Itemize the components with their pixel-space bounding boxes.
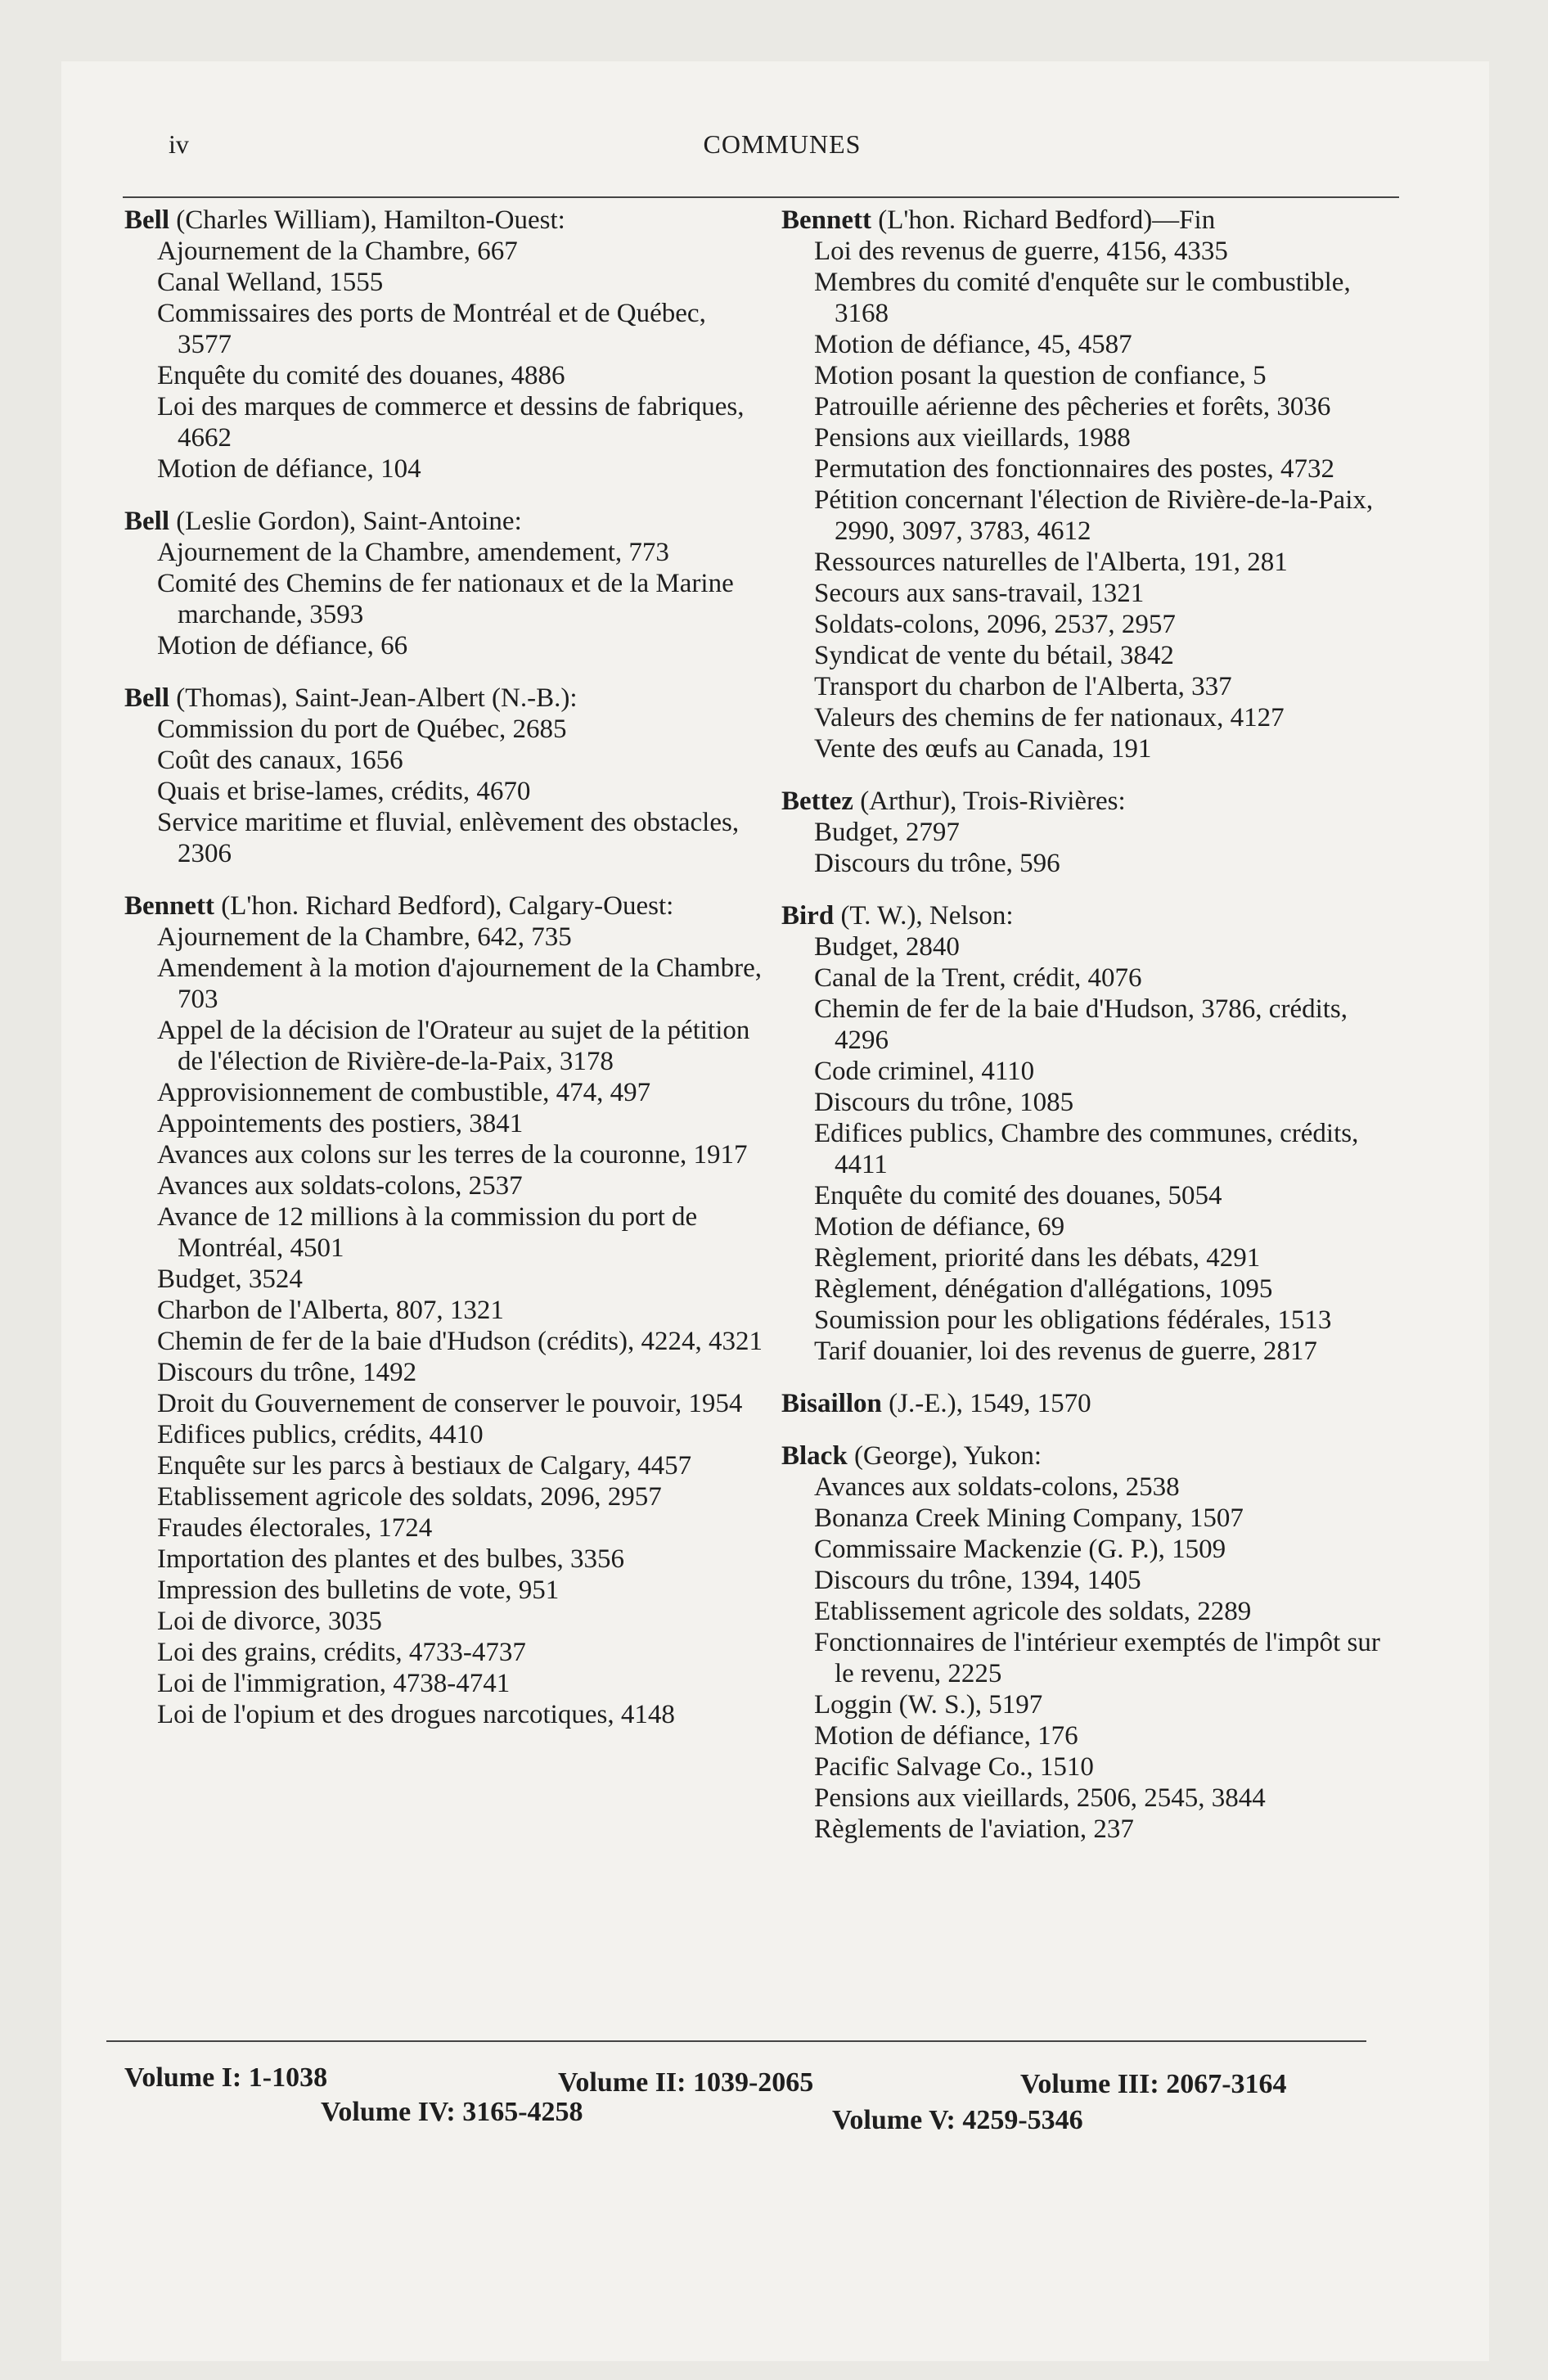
entry-heading — [781, 786, 1403, 817]
left-column — [124, 205, 763, 1751]
subject-item: Soldats-colons, 2096, 2537, 2957 — [814, 610, 1176, 639]
subject-item: Pacific Salvage Co., 1510 — [814, 1752, 1094, 1782]
subject-item: Pensions aux vieillards, 2506, 2545, 3844 — [814, 1783, 1266, 1813]
index-entry — [781, 205, 1403, 764]
subject-item: Tarif douanier, loi des revenus de guerre, 2817 — [814, 1336, 1317, 1366]
subject-item: Budget, 2797 — [814, 818, 960, 847]
subject-item: Fonctionnaires de l'intérieur exemptés de l'impôt sur le revenu, 2225 — [814, 1628, 1380, 1688]
index-entry — [124, 205, 763, 485]
subject-item: Budget, 2840 — [814, 932, 960, 962]
entry-heading — [124, 205, 763, 236]
member-detail: (L'hon. Richard Bedford), Calgary-Ouest: — [214, 891, 674, 921]
subject-item: Fraudes électorales, 1724 — [157, 1513, 433, 1543]
subject-item: Discours du trône, 1085 — [814, 1088, 1074, 1117]
volume-1-range: Volume I: 1-1038 — [124, 2062, 328, 2093]
subject-item: Loggin (W. S.), 5197 — [814, 1690, 1043, 1720]
subject-item: Loi de divorce, 3035 — [157, 1607, 382, 1636]
entry-heading — [124, 506, 763, 537]
subject-item: Patrouille aérienne des pêcheries et forêts, 3036 — [814, 392, 1331, 421]
subject-item: Soumission pour les obligations fédérales, 1513 — [814, 1305, 1332, 1335]
subject-item: Vente des œufs au Canada, 191 — [814, 734, 1152, 764]
running-title: COMMUNES — [703, 129, 862, 159]
subject-item: Ressources naturelles de l'Alberta, 191, 281 — [814, 548, 1288, 577]
subject-item: Loi de l'immigration, 4738-4741 — [157, 1669, 511, 1698]
subject-item: Enquête du comité des douanes, 5054 — [814, 1181, 1222, 1210]
subject-item: Motion posant la question de confiance, 5 — [814, 361, 1267, 390]
subject-item: Chemin de fer de la baie d'Hudson, 3786, crédits, 4296 — [814, 994, 1348, 1055]
subject-item: Règlement, dénégation d'allégations, 1095 — [814, 1274, 1273, 1304]
header-rule — [123, 196, 1399, 198]
entry-heading — [781, 1440, 1403, 1472]
entry-heading — [124, 683, 763, 714]
subject-item: Commissaires des ports de Montréal et de Québec, 3577 — [157, 299, 706, 359]
subject-item: Etablissement agricole des soldats, 2096, 2957 — [157, 1482, 662, 1512]
member-name: Bisaillon — [781, 1389, 882, 1418]
subject-item: Coût des canaux, 1656 — [157, 746, 403, 775]
member-detail: (Leslie Gordon), Saint-Antoine: — [169, 507, 522, 536]
member-detail: (Charles William), Hamilton-Ouest: — [169, 205, 565, 235]
member-detail: (Arthur), Trois-Rivières: — [853, 787, 1126, 816]
member-detail: (Thomas), Saint-Jean-Albert (N.-B.): — [169, 683, 578, 713]
right-column — [781, 205, 1403, 1866]
index-entry — [781, 1440, 1403, 1845]
subject-item: Enquête sur les parcs à bestiaux de Calgary, 4457 — [157, 1451, 692, 1481]
subject-item: Motion de défiance, 69 — [814, 1212, 1065, 1242]
volume-3-range: Volume III: 2067-3164 — [1020, 2069, 1287, 2099]
subject-item: Importation des plantes et des bulbes, 3356 — [157, 1544, 624, 1574]
member-name: Black — [781, 1441, 848, 1471]
subject-item: Bonanza Creek Mining Company, 1507 — [814, 1503, 1244, 1533]
index-entry — [124, 890, 763, 1730]
subject-item: Charbon de l'Alberta, 807, 1321 — [157, 1296, 504, 1325]
index-entry — [781, 900, 1403, 1367]
subject-item: Secours aux sans-travail, 1321 — [814, 579, 1145, 608]
subject-item: Budget, 3524 — [157, 1264, 303, 1294]
index-entry — [124, 683, 763, 869]
member-detail: (George), Yukon: — [847, 1441, 1042, 1471]
subject-item: Droit du Gouvernement de conserver le pouvoir, 1954 — [157, 1389, 743, 1418]
member-name: Bennett — [781, 205, 871, 235]
subject-item: Service maritime et fluvial, enlèvement des obstacles, 2306 — [157, 808, 740, 868]
subject-item: Avance de 12 millions à la commission du port de Montréal, 4501 — [157, 1202, 698, 1263]
subject-item: Motion de défiance, 45, 4587 — [814, 330, 1132, 359]
subject-item: Chemin de fer de la baie d'Hudson (crédits), 4224, 4321 — [157, 1327, 763, 1356]
member-name: Bird — [781, 901, 835, 931]
subject-item: Commission du port de Québec, 2685 — [157, 714, 567, 744]
volume-ranges — [124, 2062, 1401, 2161]
subject-item: Comité des Chemins de fer nationaux et de la Marine marchande, 3593 — [157, 569, 734, 629]
subject-item: Pétition concernant l'élection de Rivière-de-la-Paix, 2990, 3097, 3783, 4612 — [814, 485, 1374, 546]
subject-item: Code criminel, 4110 — [814, 1057, 1035, 1086]
subject-item: Ajournement de la Chambre, 667 — [157, 237, 518, 266]
member-detail: (T. W.), Nelson: — [834, 901, 1014, 931]
member-detail: (J.-E.), 1549, 1570 — [881, 1389, 1091, 1418]
subject-item: Syndicat de vente du bétail, 3842 — [814, 641, 1174, 670]
subject-item: Commissaire Mackenzie (G. P.), 1509 — [814, 1535, 1226, 1564]
subject-item: Règlements de l'aviation, 237 — [814, 1814, 1134, 1844]
entry-heading — [781, 205, 1403, 236]
subject-item: Amendement à la motion d'ajournement de la Chambre, 703 — [157, 953, 763, 1014]
page-number: iv — [169, 129, 189, 159]
entry-heading — [781, 900, 1403, 931]
subject-item: Loi de l'opium et des drogues narcotiques, 4148 — [157, 1700, 675, 1729]
subject-item: Avances aux soldats-colons, 2537 — [157, 1171, 523, 1201]
entry-heading — [124, 890, 763, 922]
member-name: Bettez — [781, 787, 853, 816]
index-entry — [781, 786, 1403, 879]
member-name: Bell — [124, 683, 169, 713]
subject-item: Quais et brise-lames, crédits, 4670 — [157, 777, 531, 806]
subject-item: Discours du trône, 1394, 1405 — [814, 1566, 1141, 1595]
subject-item: Discours du trône, 1492 — [157, 1358, 417, 1387]
member-detail: (L'hon. Richard Bedford)—Fin — [871, 205, 1216, 235]
page-header — [169, 129, 1396, 178]
subject-item: Règlement, priorité dans les débats, 4291 — [814, 1243, 1261, 1273]
footer-rule — [106, 2040, 1366, 2042]
subject-item: Ajournement de la Chambre, amendement, 773 — [157, 538, 669, 567]
subject-item: Avances aux soldats-colons, 2538 — [814, 1472, 1180, 1502]
volume-2-range: Volume II: 1039-2065 — [558, 2067, 814, 2098]
subject-item: Transport du charbon de l'Alberta, 337 — [814, 672, 1232, 701]
subject-item: Motion de défiance, 104 — [157, 454, 421, 484]
subject-item: Motion de défiance, 66 — [157, 631, 408, 660]
subject-item: Ajournement de la Chambre, 642, 735 — [157, 922, 572, 952]
subject-item: Edifices publics, crédits, 4410 — [157, 1420, 484, 1449]
subject-item: Edifices publics, Chambre des communes, crédits, 4411 — [814, 1119, 1359, 1179]
subject-item: Avances aux colons sur les terres de la couronne, 1917 — [157, 1140, 748, 1170]
index-entry — [781, 1388, 1403, 1419]
subject-item: Enquête du comité des douanes, 4886 — [157, 361, 565, 390]
volume-5-range: Volume V: 4259-5346 — [832, 2105, 1083, 2135]
subject-item: Loi des grains, crédits, 4733-4737 — [157, 1638, 526, 1667]
subject-item: Motion de défiance, 176 — [814, 1721, 1078, 1751]
member-name: Bell — [124, 507, 169, 536]
subject-item: Loi des marques de commerce et dessins de fabriques, 4662 — [157, 392, 745, 453]
subject-item: Etablissement agricole des soldats, 2289 — [814, 1597, 1252, 1626]
index-entry — [124, 506, 763, 661]
volume-4-range: Volume IV: 3165-4258 — [321, 2097, 583, 2127]
subject-item: Impression des bulletins de vote, 951 — [157, 1575, 560, 1605]
subject-item: Pensions aux vieillards, 1988 — [814, 423, 1131, 453]
subject-item: Appointements des postiers, 3841 — [157, 1109, 524, 1138]
subject-item: Membres du comité d'enquête sur le combustible, 3168 — [814, 268, 1351, 328]
subject-item: Loi des revenus de guerre, 4156, 4335 — [814, 237, 1228, 266]
subject-item: Canal Welland, 1555 — [157, 268, 384, 297]
subject-item: Permutation des fonctionnaires des postes, 4732 — [814, 454, 1335, 484]
subject-item: Canal de la Trent, crédit, 4076 — [814, 963, 1142, 993]
subject-item: Discours du trône, 596 — [814, 849, 1060, 878]
subject-item: Approvisionnement de combustible, 474, 497 — [157, 1078, 651, 1107]
subject-item: Appel de la décision de l'Orateur au sujet de la pétition de l'élection de Rivière-de-la-Paix, 3178 — [157, 1016, 750, 1076]
member-name: Bennett — [124, 891, 214, 921]
member-name: Bell — [124, 205, 169, 235]
entry-heading — [781, 1388, 1403, 1419]
subject-item: Valeurs des chemins de fer nationaux, 4127 — [814, 703, 1285, 732]
